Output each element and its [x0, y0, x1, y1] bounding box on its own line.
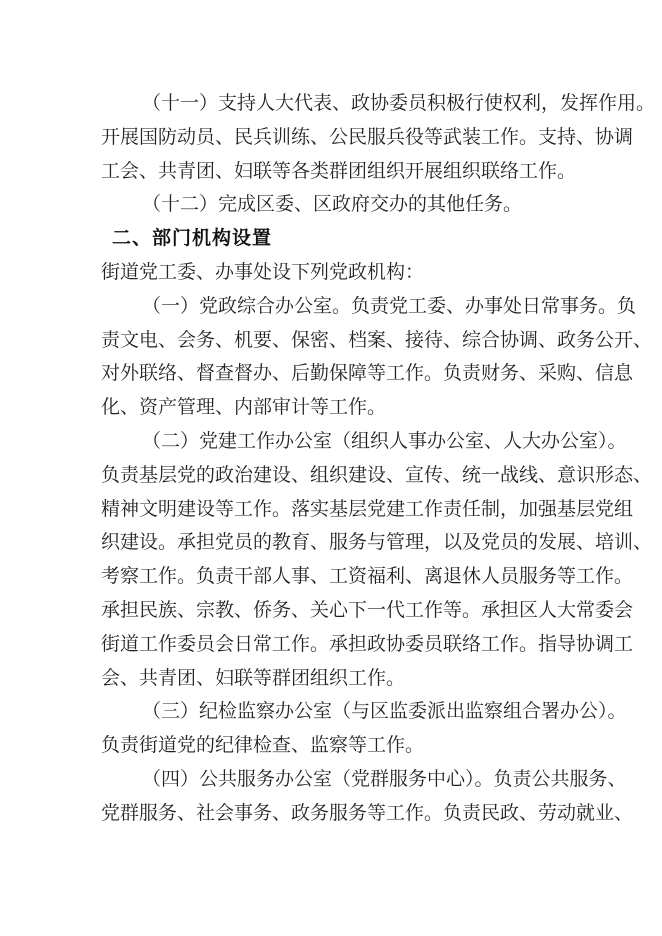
document-page: [101, 87, 656, 831]
text-line: （三）纪检监察办公室（与区监委派出监察组合署办公）。: [142, 700, 627, 723]
section-title: 二、部门机构设置: [112, 227, 273, 250]
text-line: 化、资产管理、内部审计等工作。: [101, 396, 387, 419]
text-line: 街道工作委员会日常工作。承担政协委员联络工作。指导协调工: [101, 632, 634, 655]
text-line: 负责基层党的政治建设、组织建设、宣传、统一战线、意识形态、: [101, 463, 653, 486]
paragraph-section-intro: [101, 256, 562, 290]
paragraph-office-4: [101, 763, 634, 831]
paragraph-item-12: [101, 188, 562, 222]
text-line: 精神文明建设等工作。落实基层党建工作责任制，加强基层党组: [101, 497, 634, 520]
text-line: 负责街道党的纪律检查、监察等工作。: [101, 734, 425, 757]
paragraph-office-2: [101, 425, 653, 695]
text-line: 街道党工委、办事处设下列党政机构：: [101, 260, 425, 283]
paragraph-item-11: [101, 87, 656, 188]
section-heading: [101, 222, 562, 256]
text-line: 开展国防动员、民兵训练、公民服兵役等武装工作。支持、协调: [101, 125, 634, 148]
text-line: （一）党政综合办公室。负责党工委、办事处日常事务。负: [142, 294, 637, 317]
text-line: （十一）支持人大代表、政协委员积极行使权利，发挥作用。: [142, 92, 656, 114]
text-line: 承担民族、宗教、侨务、关心下一代工作等。承担区人大常委会: [101, 598, 634, 621]
text-line: （二）党建工作办公室（组织人事办公室、人大办公室）。: [142, 429, 627, 452]
paragraph-office-3: [101, 695, 627, 763]
text-line: 对外联络、督查督办、后勤保障等工作。负责财务、采购、信息: [101, 362, 634, 385]
text-line: 会、共青团、妇联等群团组织工作。: [101, 666, 406, 689]
text-line: 工会、共青团、妇联等各类群团组织开展组织联络工作。: [101, 159, 577, 182]
paragraph-office-1: [101, 290, 653, 425]
text-line: 织建设。承担党员的教育、服务与管理，以及党员的发展、培训、: [101, 531, 653, 554]
text-line: （十二）完成区委、区政府交办的其他任务。: [142, 193, 523, 216]
text-line: 党群服务、社会事务、政务服务等工作。负责民政、劳动就业、: [101, 801, 634, 824]
text-line: （四）公共服务办公室（党群服务中心）。负责公共服务、: [142, 767, 627, 790]
text-line: 责文电、会务、机要、保密、档案、接待、综合协调、政务公开、: [101, 328, 653, 351]
text-line: 考察工作。负责干部人事、工资福利、离退休人员服务等工作。: [101, 565, 634, 588]
